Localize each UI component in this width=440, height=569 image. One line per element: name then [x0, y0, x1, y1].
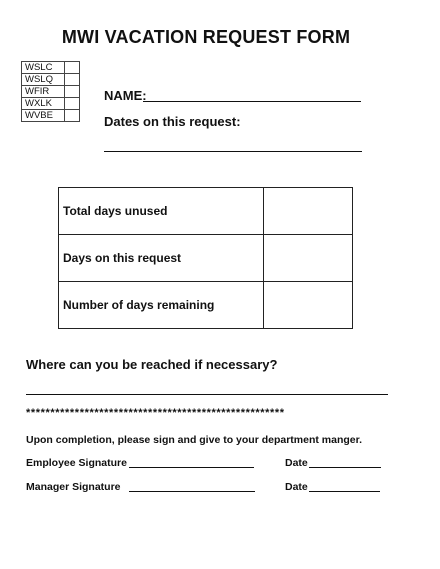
station-code-row: [22, 98, 80, 110]
days-on-request-label: Days on this request: [59, 235, 264, 282]
total-days-unused-label: Total days unused: [59, 188, 264, 235]
station-code-checkbox[interactable]: [65, 98, 80, 110]
station-code-label: WFIR: [22, 86, 65, 98]
dates-label: Dates on this request:: [104, 114, 241, 129]
reach-field[interactable]: [26, 394, 388, 395]
station-code-label: WVBE: [22, 110, 65, 122]
table-row: [59, 282, 353, 329]
table-row: [59, 188, 353, 235]
days-on-request-field[interactable]: [264, 235, 353, 282]
manager-date-field[interactable]: [309, 491, 380, 492]
name-label: NAME:: [104, 88, 147, 103]
station-code-label: WSLQ: [22, 74, 65, 86]
station-code-label: WXLK: [22, 98, 65, 110]
manager-date-label: Date: [285, 481, 308, 493]
days-table: [58, 187, 353, 329]
employee-date-label: Date: [285, 457, 308, 469]
station-code-row: [22, 62, 80, 74]
station-code-row: [22, 86, 80, 98]
instruction-text: Upon completion, please sign and give to your department manger.: [26, 434, 363, 446]
employee-date-field[interactable]: [309, 467, 381, 468]
station-code-checkbox[interactable]: [65, 86, 80, 98]
dates-field[interactable]: [104, 151, 362, 152]
table-row: [59, 235, 353, 282]
total-days-unused-field[interactable]: [264, 188, 353, 235]
form-title: MWI VACATION REQUEST FORM: [61, 27, 351, 47]
separator: *****************************************************: [26, 407, 285, 419]
manager-signature-label: Manager Signature: [26, 481, 121, 493]
station-code-checkbox[interactable]: [65, 62, 80, 74]
station-codes-table: [21, 61, 80, 122]
station-code-checkbox[interactable]: [65, 74, 80, 86]
reach-label: Where can you be reached if necessary?: [26, 357, 278, 372]
station-code-label: WSLC: [22, 62, 65, 74]
days-remaining-label: Number of days remaining: [59, 282, 264, 329]
manager-signature-field[interactable]: [129, 491, 255, 492]
days-remaining-field[interactable]: [264, 282, 353, 329]
station-code-row: [22, 110, 80, 122]
employee-signature-label: Employee Signature: [26, 457, 127, 469]
station-code-row: [22, 74, 80, 86]
station-code-checkbox[interactable]: [65, 110, 80, 122]
employee-signature-field[interactable]: [129, 467, 254, 468]
name-field[interactable]: [143, 101, 361, 102]
